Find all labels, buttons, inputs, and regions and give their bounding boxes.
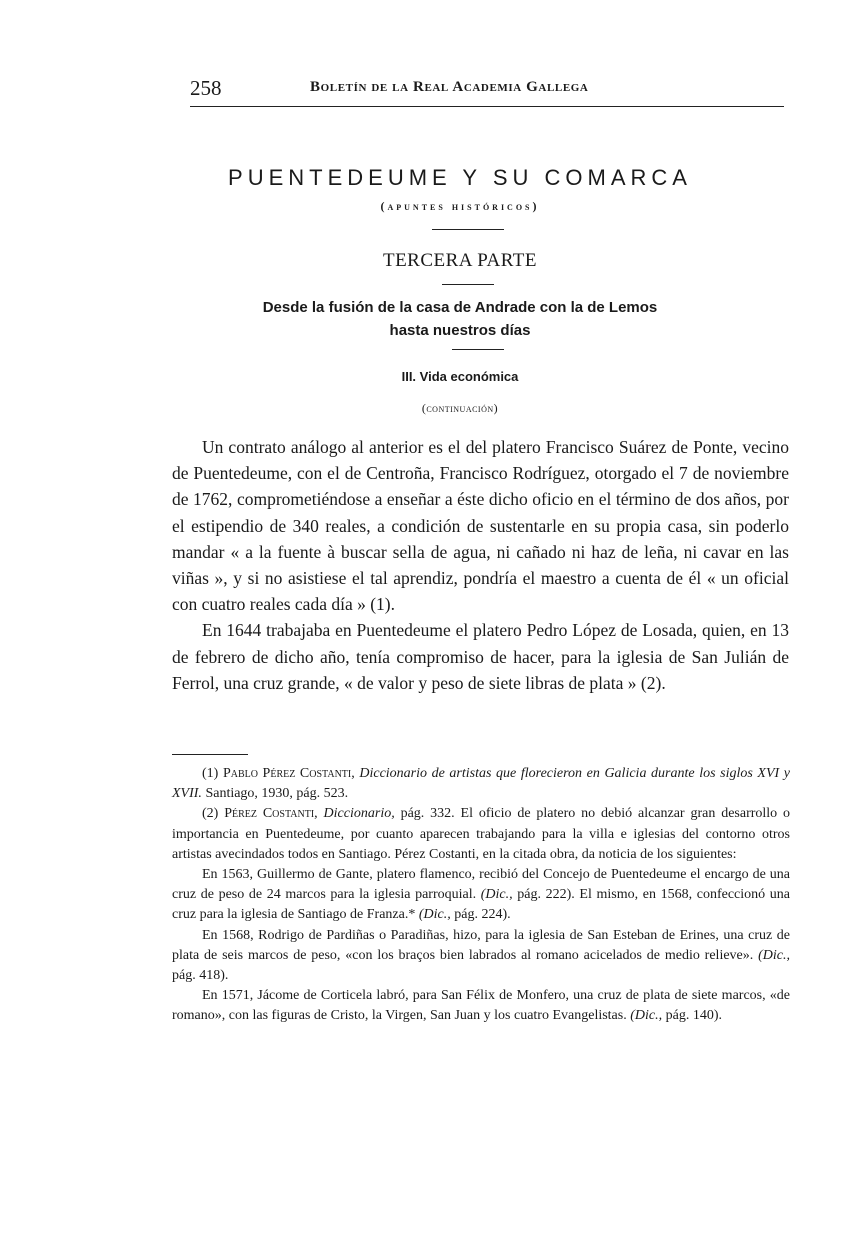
section-heading [150, 296, 770, 342]
footnote-text: pág. 224). [454, 907, 511, 923]
body-paragraph: En 1644 trabajaba en Puentedeume el platero Pedro López de Losada, quien, en 13 de febrero de dicho año, tenía compromiso de hacer, para la iglesia de San Julián de Ferrol, una cruz grande, « de valor y peso de siete libras de plata » (2). [172, 620, 789, 693]
article-subtitle: (apuntes históricos) [380, 199, 540, 213]
footnote-text: En 1571, Jácome de Corticela labró, para San Félix de Monfero, una cruz de plata de siete marcos, «de romano», con las figuras de Cristo, la Virgen, San Juan y los cuatro Evangelistas. [172, 988, 790, 1024]
article-title: PUENTEDEUME Y SU COMARCA [228, 165, 692, 190]
footnote-reference: (Dic., [480, 887, 513, 903]
body-text [172, 434, 789, 696]
footnote-2 [172, 804, 790, 865]
footnote-marker: (2) [202, 806, 219, 822]
section-heading-line1: Desde la fusión de la casa de Andrade con la de Lemos [262, 299, 658, 316]
footnote-paragraph [172, 926, 790, 987]
footnotes [172, 764, 790, 1027]
section-heading-line2: hasta nuestros días [389, 322, 531, 339]
section-divider [452, 349, 504, 350]
footnote-reference: (Dic., [758, 947, 790, 963]
continuation-label: (continuación) [421, 401, 499, 415]
footnote-paragraph [172, 986, 790, 1026]
footnote-work: Diccionario, [323, 806, 395, 822]
footnote-work: Diccionario de artistas que florecieron en Galicia durante los siglos XVI y XVII. [172, 766, 790, 802]
footnote-marker: (1) [202, 766, 219, 781]
page-number: 258 [190, 76, 222, 100]
title-divider [432, 229, 504, 230]
footnote-text: pág. 140). [665, 1008, 723, 1024]
footnote-text: En 1568, Rodrigo de Pardiñas o Paradiñas, hizo, para la iglesia de San Esteban de Erines, una cruz de plata de seis marcos de peso, «con los braços bien labrados al romano acicelados de medio relieve». [172, 927, 790, 963]
running-title: Boletín de la Real Academia Gallega [310, 79, 589, 95]
page-header [190, 76, 784, 107]
footnote-text: Santiago, 1930, pág. 523. [205, 786, 349, 802]
part-heading: TERCERA PARTE [382, 250, 538, 271]
footnote-separator [172, 754, 248, 755]
footnote-paragraph [172, 865, 790, 926]
body-paragraph: Un contrato análogo al anterior es el del platero Francisco Suárez de Ponte, vecino de Puentedeume, con el de Centroña, Francisco Rodríguez, otorgado el 7 de noviembre de 1762, comprometiéndose a enseñar a éste dicho oficio en el término de dos años, por el estipendio de 340 reales, a condición de sustentarle en su propia casa, sin poderlo mandar « a la fuente à buscar sella de agua, ni cañado ni haz de leña, ni cavar en las viñas », y si no asistiese el tal aprendiz, pondría el maestro a cuenta de él « un oficial con cuatro reales cada día » (1). [172, 437, 789, 615]
footnote-1 [172, 764, 790, 804]
footnote-text: pág. 332. El oficio de platero no debió alcanzar gran desarrollo o importancia en Puentedeume, por cuanto aparecen trabajando para la villa e iglesias del contorno otros artistas avecindados todos en Santiago. Pérez Costanti, en la citada obra, da noticia de los siguientes: [172, 806, 791, 862]
chapter-heading: III. Vida económica [401, 369, 519, 384]
footnote-text: pág. 222). El mismo, en 1568, confeccionó una cruz para la iglesia de Santiago de Franza.* [172, 887, 790, 923]
footnote-author: Pablo Pérez Costanti, [222, 766, 355, 781]
footnote-reference: (Dic., [630, 1008, 663, 1024]
footnote-author: Pérez Costanti, [224, 806, 318, 822]
part-divider [442, 284, 494, 285]
footnote-text: En 1563, Guillermo de Gante, platero flamenco, recibió del Concejo de Puentedeume el encargo de una cruz de peso de 24 marcos para la iglesia parroquial. [172, 867, 790, 903]
footnote-reference: (Dic., [418, 907, 451, 923]
footnote-text: pág. 418). [172, 968, 229, 984]
